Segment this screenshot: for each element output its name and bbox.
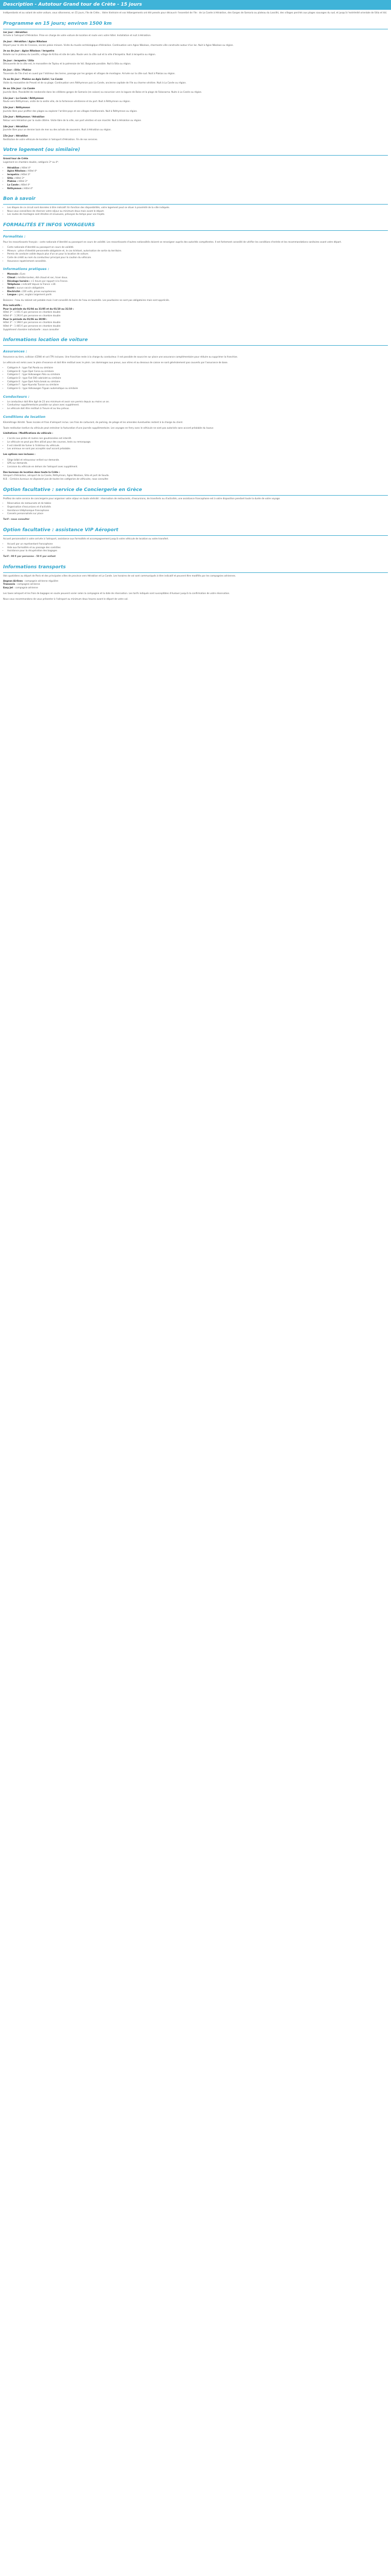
day-text: Journée libre pour un dernier bain de mer ou des achats de souvenirs. Nuit à Héraklion ou région.: [3, 129, 111, 132]
day-text: Départ pour le site de Cnossos, ancien palais minoen. Visite du musée archéologique d'Héraklion. Continuation vers Agios Nikolaos, charmante ville construite autour d'un lac. Nuit à Agios Nikolaos ou région.: [3, 44, 234, 47]
list-item: • Le conducteur doit être âgé de 23 ans minimum et avoir son permis depuis au moins un an.: [7, 401, 388, 404]
hotel-item: [7, 170, 388, 174]
page: [0, 0, 391, 624]
practical-value: grec, anglais largement parlé.: [19, 294, 53, 297]
day-title: 7e au 8e jour : Plakias ou Agia Galini / La Canée: [3, 78, 63, 81]
day-entry: [0, 41, 391, 47]
day-entry: [0, 60, 391, 66]
hotel-category: Hôtel 3*: [18, 180, 28, 183]
limitations-list: [0, 437, 391, 451]
day-entry: [0, 88, 391, 94]
options-list: [0, 459, 391, 469]
hotel-item: [7, 167, 388, 171]
options-title: Les options non incluses :: [3, 453, 36, 456]
list-item: • Les étapes de ce circuit sont données à titre indicatif. En fonction des disponibilités, votre logement peut se situer à proximité de la ville indiquée.: [7, 207, 388, 210]
day-entry: [0, 126, 391, 132]
list-item: • Siège bébé et rehausseur enfant sur demande.: [7, 459, 388, 463]
hotel-city: Agios Nikolaos :: [7, 170, 27, 173]
day-entry: [0, 50, 391, 57]
day-text: Visite du monastère de Preveli et de sa plage. Continuation vers Réthymnon puis La Canée, ancienne capitale de l'île au charme vénitien. Nuit à La Canée ou région.: [3, 81, 187, 84]
day-list: [0, 31, 391, 142]
practical-value: aucun vaccin obligatoire.: [17, 287, 45, 290]
vip-list: [0, 543, 391, 553]
practical-subheading: Informations pratiques :: [3, 267, 50, 272]
practical-label: Climat :: [7, 277, 17, 280]
list-item: • GPS sur demande.: [7, 462, 388, 466]
practical-item: [7, 280, 388, 284]
drivers-subheading: Conducteurs :: [3, 394, 30, 399]
hotel-city: Plakias :: [7, 180, 18, 183]
day-text: Balade sur le plateau du Lassithi, village de Kritsa et site de Lato. Route vers la côte sud et la ville d'Ierapetra. Nuit à Ierapetra ou région.: [3, 53, 156, 56]
airline-line: Aegean Airlines : compagnie aérienne régulière: [3, 580, 58, 583]
day-title: 5e jour : Ierapetra / Sitia: [3, 59, 34, 62]
practical-value: indicatif depuis la France +30.: [22, 283, 56, 286]
day-entry: [0, 31, 391, 38]
day-title: 12e jour : Réthymnon: [3, 107, 30, 110]
practical-label: Électricité :: [7, 290, 22, 293]
options-block: [0, 453, 391, 457]
list-item: • Catégorie B : type Opel Corsa ou similaire: [7, 370, 388, 374]
practical-label: Décalage horaire :: [7, 280, 30, 283]
transport-heading: Informations transports: [3, 564, 388, 573]
formalities-subheading: Formalités :: [3, 234, 26, 239]
list-item: • Catégorie D : type Fiat 500 cabriolet ou similaire: [7, 377, 388, 381]
day-text: Restitution de votre véhicule de location à l'aéroport d'Héraklion. Fin de nos services.: [3, 138, 98, 141]
practical-value: Euro: [20, 273, 25, 276]
practical-label: Monnaie :: [7, 273, 20, 276]
list-item: • Carte nationale d'identité ou passeport en cours de validité.: [7, 246, 388, 250]
price-line: Hôtel 4* : 1 293 € par personne en chambre double: [3, 314, 61, 317]
hotel-item: [7, 177, 388, 181]
hotel-category: Hôtel 4*: [28, 170, 37, 173]
day-text: Route vers Réthymnon, visite de la vieille ville, de la forteresse vénitienne et du port. Nuit à Réthymnon ou région.: [3, 100, 131, 104]
day-title: 15e jour : Héraklion: [3, 135, 28, 138]
day-title: 13e jour : Réthymnon / Héraklion: [3, 116, 45, 119]
hotel-item: [7, 188, 388, 191]
hotel-city: La Canée :: [7, 183, 21, 187]
price-line: Pour la période du 01/06 au 30/09 :: [3, 318, 47, 321]
day-text: Découverte de la côte est, le monastère de Toplou et la palmeraie de Vaï. Baignade possible. Nuit à Sitia ou région.: [3, 63, 132, 66]
list-item: • Carte de crédit au nom du conducteur principal pour la caution du véhicule.: [7, 257, 388, 260]
day-title: 6e jour : Sitia / Plakias: [3, 69, 31, 72]
list-item: • Livraison du véhicule en dehors de l'aéroport avec supplément.: [7, 466, 388, 469]
day-text: Retour vers Héraklion par la route côtière. Visite libre de la ville, son port vénitien et son marché. Nuit à Héraklion ou région.: [3, 120, 142, 123]
day-entry: [0, 78, 391, 85]
limitations-title: Limitations / Modifications du véhicule :: [3, 432, 53, 435]
hotel-city: Sitia :: [7, 177, 15, 180]
list-item: • Aide aux formalités et au passage des contrôles: [7, 547, 388, 550]
prices-title: Prix indicatifs :: [3, 304, 22, 307]
list-item: • Il est interdit de fumer à l'intérieur du véhicule.: [7, 445, 388, 448]
list-item: • Assurance rapatriement conseillée.: [7, 260, 388, 264]
list-item: • Catégorie E : type Opel Astra break ou similaire: [7, 381, 388, 384]
price-line: Supplément chambre individuelle : nous consulter: [3, 328, 59, 331]
list-item: • Le véhicule doit être restitué à l'heure et au lieu prévus.: [7, 408, 388, 411]
hotel-city: Réthymnon :: [7, 187, 23, 190]
practical-item: [7, 283, 388, 287]
list-item: • Organisation d'excursions et d'activités: [7, 506, 388, 510]
desks-note: N.B. : Certains bureaux ne disposent pas de toutes les catégories de véhicules, nous consulter.: [3, 478, 109, 481]
transport-note: Nous vous recommandons de vous présenter à l'aéroport au minimum deux heures avant le départ de votre vol.: [3, 598, 128, 601]
day-entry: [0, 97, 391, 104]
tips-list: [0, 207, 391, 217]
vip-text: Accueil personnalisé à votre arrivée à l'aéroport, assistance aux formalités et accompagnement jusqu'à votre véhicule de location ou votre transfert.: [3, 538, 169, 541]
conditions-heading: Conditions de location: [3, 414, 45, 419]
airline-line: Transavia : compagnie aérienne: [3, 583, 40, 586]
price-line: Pour la période du 01/04 au 31/05 et du 01/10 au 31/10 :: [3, 308, 74, 311]
list-item: • Mineurs : pièce d'identité personnelle obligatoire et, le cas échéant, autorisation de sortie du territoire.: [7, 250, 388, 253]
list-item: • Catégorie A : type Fiat Panda ou similaire: [7, 367, 388, 370]
practical-value: méditerranéen, été chaud et sec, hiver doux.: [18, 277, 68, 280]
price-line: Hôtel 4* : 1 465 € par personne en chambre double: [3, 325, 61, 328]
lodging-circuit: Grand tour de Crète: [3, 158, 28, 161]
list-item: • Catégorie G : type Volkswagen Tiguan automatique ou similaire: [7, 387, 388, 391]
limitations-block: [0, 432, 391, 436]
tips-heading: Bon à savoir: [3, 196, 388, 205]
hotel-list: [0, 167, 391, 191]
car-subheading: Assurances :: [3, 349, 27, 354]
desks-block: [0, 471, 391, 482]
practical-label: Langue :: [7, 294, 18, 297]
day-entry: [0, 116, 391, 123]
day-entry: [0, 135, 391, 142]
practical-value: 220 volts, prises européennes.: [22, 290, 57, 293]
prices-block: [0, 304, 391, 332]
car-category-list: [0, 367, 391, 391]
concierge-heading: Option facultative : service de Conciergerie en Grèce: [3, 487, 388, 496]
program-heading: Programme en 15 jours; environ 1500 km: [3, 21, 388, 29]
airline-name: Transavia: [3, 583, 15, 586]
hotel-item: [7, 174, 388, 177]
airline-line: Easy Jet : compagnie aérienne: [3, 587, 38, 590]
day-text: Journée libre. Possibilité de randonnée dans les célèbres gorges de Samaria (en saison) ou excursion vers la lagune de Balos et la plage de Falassarna. Nuits à La Canée ou région.: [3, 91, 202, 94]
page-title: Description - Autotour Grand tour de Crète - 15 jours: [0, 0, 391, 10]
day-title: 1er jour : Héraklion: [3, 31, 28, 34]
practical-label: Santé :: [7, 287, 17, 290]
vip-heading: Option facultative : assistance VIP Aéroport: [3, 527, 388, 536]
drivers-list: [0, 401, 391, 411]
list-item: • Les routes de montagne sont étroites et sinueuses, prévoyez du temps pour vos trajets.: [7, 213, 388, 217]
formalities-heading: FORMALITÉS ET INFOS VOYAGEURS: [3, 222, 388, 231]
hotel-category: Hôtel 4*: [21, 166, 31, 170]
intro-text: Indépendants et au volant de votre voiture, vous sillonnerez, en 15 jours, l'île de Crète... Votre itinéraire et vos hébergements ont été pensés pour découvrir l'essentiel de l'île : de La Canée à Héraklion, des Gorges de Samaria au plateau du Lassithi, des villages perchés aux plages sauvages du sud, et jusqu'à l'extrémité orientale de Sitia et Vaï.: [3, 12, 387, 14]
concierge-text: Profitez de notre service de conciergerie pour organiser votre séjour en toute sérénité : réservation de restaurants, d'excursions, de transferts ou d'activités, une assistance francophone est à votre disposition pendant toute la durée de votre voyage.: [3, 497, 281, 500]
practical-item: [7, 287, 388, 291]
day-text: Traversée de l'île d'est en ouest par l'intérieur des terres, passage par les gorges et villages de montagne. Arrivée sur la côte sud. Nuit à Plakias ou région.: [3, 72, 175, 75]
list-item: • Réservation de restaurants et de tables: [7, 502, 388, 506]
list-item: • Nous vous conseillons de réserver votre séjour au minimum deux mois avant le départ.: [7, 210, 388, 214]
list-item: • Conseils personnalisés sur place: [7, 513, 388, 516]
transport-note: Les taxes aéroport et les frais de bagages en soute peuvent varier selon la compagnie et la date de réservation. Les tarifs indiqués sont susceptibles d'évoluer jusqu'à la confirmation de votre réservation.: [3, 592, 230, 595]
car-text: Assurance au tiers, collision (CDW) et vol (TP) incluses. Une franchise reste à la charge du conducteur. Il est possible de souscrire sur place une assurance complémentaire pour réduire ou supprimer la franchise.: [3, 356, 238, 359]
practical-item: [7, 277, 388, 280]
list-item: • Les animaux ne sont pas acceptés sauf accord préalable.: [7, 448, 388, 451]
car-heading: Informations location de voiture: [3, 337, 388, 346]
practical-list: [0, 273, 391, 297]
hotel-category: Hôtel 4*: [21, 183, 30, 187]
price-line: Hôtel 3* : 1 198 € par personne en chambre double: [3, 321, 61, 325]
vip-price: Tarif : 90 € par personne - 50 € par enfant: [3, 555, 56, 558]
list-item: • Catégorie C : type Volkswagen Polo ou similaire: [7, 374, 388, 377]
day-title: 2e jour : Héraklion / Agios Nikolaos: [3, 40, 47, 43]
lodging-heading: Votre logement (ou similaire): [3, 147, 388, 156]
day-entry: [0, 107, 391, 113]
list-item: • Assistance pour la récupération des bagages: [7, 550, 388, 553]
airline-block: [0, 580, 391, 590]
list-item: • Le véhicule ne peut pas être utilisé pour des courses, tests ou remorquage.: [7, 441, 388, 445]
list-item: • Catégorie F : type Hyundai Tucson ou similaire: [7, 384, 388, 387]
hotel-category: Hôtel 3*: [15, 177, 25, 180]
hotel-city: Ierapetra :: [7, 173, 21, 176]
airline-name: Aegean Airlines: [3, 580, 23, 583]
conditions-text: Toute restitution tardive du véhicule peut entraîner la facturation d'une journée supplémentaire. Les voyages en ferry avec le véhicule ne sont pas autorisés sans accord préalable du loueur.: [3, 427, 214, 430]
lodging-block: [0, 158, 391, 164]
formalities-list: [0, 246, 391, 263]
hotel-item: [7, 180, 388, 184]
desks-title: Des bureaux de location dans toute la Crète :: [3, 471, 60, 474]
car-text: Le véhicule est remis avec le plein d'essence et doit être restitué avec le plein. Les dommages aux pneus, aux vitres et au dessous de caisse ne sont généralement pas couverts par l'assurance de base.: [3, 362, 229, 365]
concierge-list: [0, 502, 391, 516]
price-line: Hôtel 3* : 1 051 € par personne en chambre double: [3, 311, 61, 314]
day-entry: [0, 69, 391, 76]
conditions-text: Kilométrage illimité. Taxes locales et frais d'aéroport inclus. Les frais de carburant, de parking, de péage et les amendes éventuelles restent à la charge du client.: [3, 421, 183, 425]
day-text: Journée libre pour profiter des plages ou explorer l'arrière-pays et ses villages traditionnels. Nuit à Réthymnon ou région.: [3, 110, 138, 113]
concierge-price: Tarif : nous consulter: [3, 518, 30, 521]
list-item: • Accueil par un représentant francophone: [7, 543, 388, 547]
airline-detail: compagnie aérienne: [17, 583, 40, 586]
practical-text: Boissons : l'eau du robinet est potable mais il est conseillé de boire de l'eau en bouteille. Les pourboires ne sont pas obligatoires mais sont appréciés.: [3, 299, 170, 302]
list-item: • Permis de conduire valide depuis plus d'un an pour la location de voiture.: [7, 253, 388, 257]
hotel-item: [7, 184, 388, 188]
list-item: • Conducteur supplémentaire possible sur place avec supplément.: [7, 404, 388, 408]
list-item: • Assistance téléphonique francophone: [7, 510, 388, 513]
airline-name: Easy Jet: [3, 587, 13, 590]
practical-item: [7, 294, 388, 297]
day-text: Arrivée à l'aéroport d'Héraklion. Prise en charge de votre voiture de location et route vers votre hôtel. Installation et nuit à Héraklion.: [3, 35, 152, 38]
practical-label: Téléphone :: [7, 283, 22, 286]
hotel-city: Héraklion :: [7, 166, 21, 170]
airline-detail: compagnie aérienne régulière: [25, 580, 58, 583]
desks-text: Aéroport d'Héraklion, aéroport de La Canée, Réthymnon, Agios Nikolaos, Sitia et port de Souda.: [3, 474, 109, 478]
day-title: 3e au 4e jour : Agios Nikolaos / Ierapetra: [3, 50, 55, 53]
hotel-category: Hôtel 3*: [21, 173, 30, 176]
day-title: 14e jour : Héraklion: [3, 125, 28, 128]
formalities-text: Pour les ressortissants français : carte nationale d'identité ou passeport en cours de validité. Les ressortissants d'autres nationalités doivent se renseigner auprès des autorités compétentes. Il est fortement conseillé de vérifier les conditions d'entrée et les recommandations sanitaires avant votre départ.: [3, 241, 342, 244]
hotel-category: Hôtel 4*: [24, 187, 33, 190]
day-title: 9e au 10e jour : La Canée: [3, 88, 35, 91]
list-item: • L'accès aux pistes et routes non goudronnées est interdit.: [7, 437, 388, 441]
transport-text: Vols quotidiens au départ de Paris et des principales villes de province vers Héraklion et La Canée. Les horaires de vol sont communiqués à titre indicatif et peuvent être modifiés par les compagnies aériennes.: [3, 575, 236, 578]
airline-detail: compagnie aérienne: [15, 587, 38, 590]
lodging-category: Logement en chambre double, catégorie 3* ou 4*.: [3, 161, 59, 164]
day-title: 11e jour : La Canée / Réthymnon: [3, 97, 44, 100]
practical-value: +1 heure par rapport à la France.: [30, 280, 69, 283]
